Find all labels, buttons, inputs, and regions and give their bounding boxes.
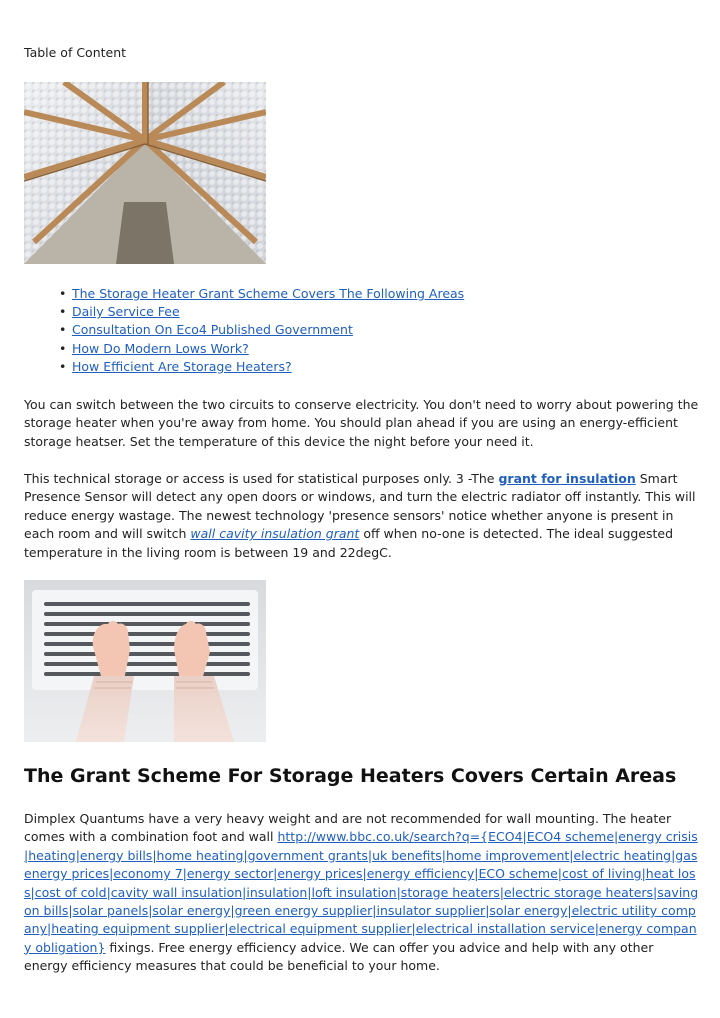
toc-link[interactable]: Consultation On Eco4 Published Government [72, 322, 353, 338]
attic-insulation-photo [24, 82, 266, 264]
toc-item [24, 358, 464, 376]
paragraph-text: Dimplex Quantums have a very heavy weight and are not recommended for wall mounting. The heater comes with a combination foot and wall [24, 811, 672, 845]
paragraph-text: off when no-one is detected. The ideal suggested temperature in the living room is between 19 and 22degC. [24, 526, 674, 560]
grant-for-insulation-link[interactable]: grant for insulation [498, 471, 636, 486]
paragraph [24, 470, 700, 562]
paragraph-text: fixings. Free energy efficiency advice. We can offer you advice and help with any other energy efficiency measures that could be beneficial to your home. [24, 939, 654, 974]
toc-item [24, 321, 464, 339]
toc-item [24, 285, 464, 303]
toc-link[interactable]: How Efficient Are Storage Heaters? [72, 358, 292, 374]
paragraph-text: Smart Presence Sensor will detect any open doors or windows, and turn the electric radiator off instantly. This will reduce energy wastage. The newest technology 'presence sensors' notice whether anyone is present in each room and will switch [24, 471, 696, 542]
toc-title: Table of Content [24, 45, 127, 60]
toc-list [24, 285, 464, 376]
section-heading: The Grant Scheme For Storage Heaters Covers Certain Areas [24, 765, 677, 787]
paragraph: You can switch between the two circuits to conserve electricity. You don't need to worry about powering the storage heater when you're away from home. You should plan ahead if you are using an energy-efficient storage heatser. Set the temperature of this device the night before your need it. [24, 397, 699, 449]
hands-radiator-photo [24, 580, 266, 762]
toc-link[interactable]: The Storage Heater Grant Scheme Covers The Following Areas [72, 286, 465, 301]
paragraph-text: This technical storage or access is used for statistical purposes only. 3 -The [24, 471, 499, 486]
toc-item [24, 303, 464, 321]
toc-link[interactable]: Daily Service Fee [72, 304, 180, 320]
toc-link[interactable]: How Do Modern Lows Work? [72, 340, 249, 356]
bbc-search-link[interactable]: http://www.bbc.co.uk/search?q={ECO4|ECO4 scheme|energy crisis|heating|energy bills|home heating|government grants|uk benefits|home improvement|electric heating|gas energy prices|economy 7|energy sector|energy prices|energy efficiency|ECO scheme|cost of living|heat loss|cost of cold|cavity wall insulation|insulation|loft insulation|storage heaters|electric storage heaters|saving on bills|solar panels|solar energy|green energy supplier|insulator supplier|solar energy|electric utility company|heating equipment supplier|electrical equipment supplier|electrical installation service|energy company obligation} [24, 829, 699, 955]
paragraph [24, 810, 700, 976]
toc-item [24, 340, 464, 358]
wall-cavity-insulation-grant-link[interactable]: wall cavity insulation grant [190, 526, 360, 542]
